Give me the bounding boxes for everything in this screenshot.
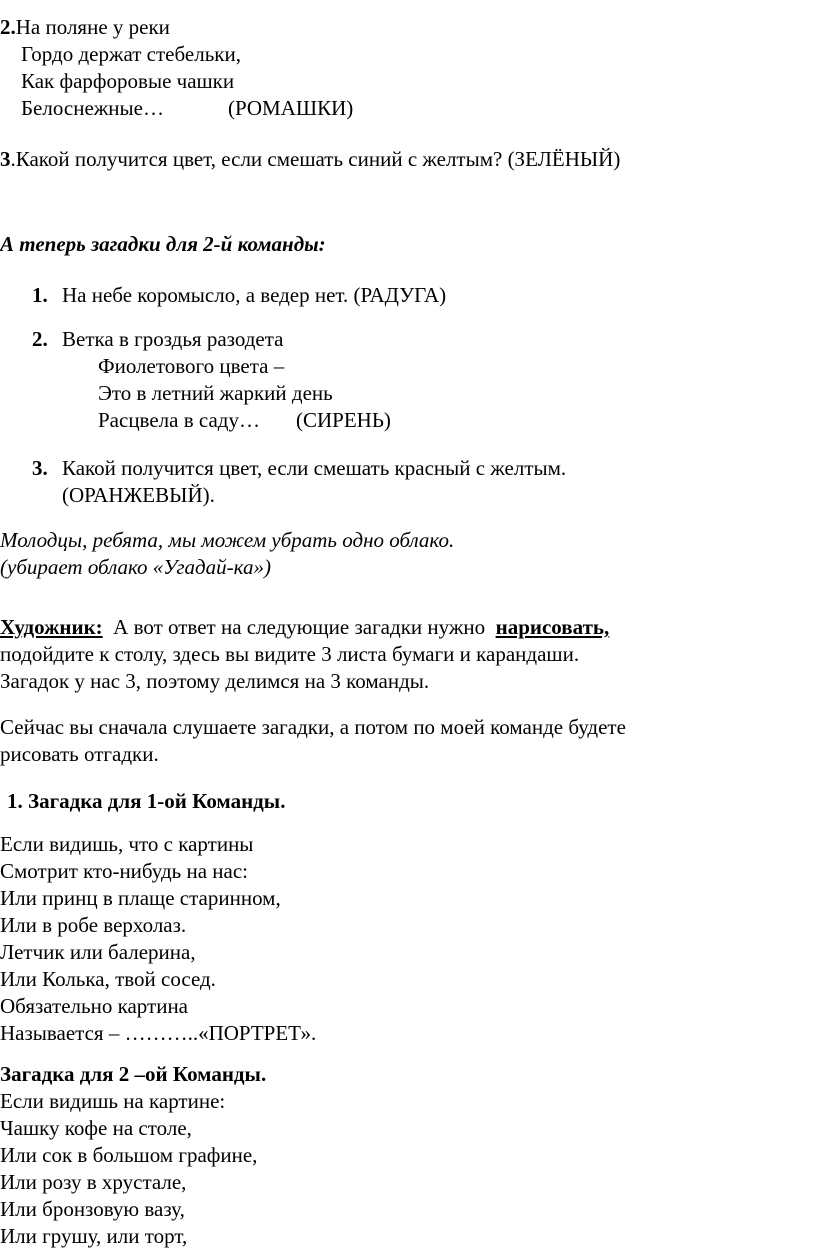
team-2-riddle-3	[32, 455, 566, 509]
artist-emphasis: нарисовать,	[495, 615, 610, 639]
artist-label: Художник:	[0, 615, 103, 639]
poem-1-line: Обязательно картина	[0, 994, 189, 1018]
instruction-line-1: Сейчас вы сначала слушаете загадки, а потом по моей команде будете	[0, 715, 626, 739]
poem-2-line: Если видишь на картине:	[0, 1089, 226, 1113]
artist-line-3: Загадок у нас 3, поэтому делимся на 3 команды.	[0, 669, 430, 693]
poem-2-line: Или розу в хрустале,	[0, 1170, 187, 1194]
team-2-riddle-2-line-2: Фиолетового цвета –	[98, 354, 285, 378]
riddle-2-line-2: Гордо держат стебельки,	[21, 42, 241, 66]
riddle-2-number: 2.	[0, 15, 16, 39]
team-2-heading: А теперь загадки для 2-й команды:	[0, 232, 326, 256]
team-2-riddle-2-answer: (СИРЕНЬ)	[295, 408, 391, 432]
team-2-riddle-3-line-1: Какой получится цвет, если смешать красный с желтым.	[62, 456, 567, 480]
poem-1-line: Если видишь, что с картины	[0, 832, 254, 856]
artist-text-1: А вот ответ на следующие загадки нужно	[113, 615, 486, 639]
poem-1-line: Летчик или балерина,	[0, 940, 196, 964]
team-2-riddle-3-number: 3.	[32, 456, 48, 480]
artist-line-2: подойдите к столу, здесь вы видите 3 листа бумаги и карандаши.	[0, 642, 580, 666]
riddle-2	[0, 14, 353, 122]
poem-1-line: Или в робе верхолаз.	[0, 913, 187, 937]
poem-1-line: Называется – ………..«ПОРТРЕТ».	[0, 1021, 317, 1045]
praise-line-1: Молодцы, ребята, мы можем убрать одно облако.	[0, 528, 455, 552]
team-2-riddle-heading: Загадка для 2 –ой Команды.	[0, 1062, 267, 1086]
riddle-3-number: 3	[0, 147, 11, 171]
riddle-3	[0, 146, 620, 173]
poem-2-line: Или бронзовую вазу,	[0, 1197, 185, 1221]
team-2-riddle-1-number: 1.	[32, 283, 48, 307]
team-2-riddle-2-line-4: Расцвела в саду…	[98, 408, 260, 432]
riddle-2-answer: (РОМАШКИ)	[227, 96, 354, 120]
portrait-poem	[0, 831, 316, 1047]
instruction-line-2: рисовать отгадки.	[0, 742, 159, 766]
team-2-riddle-1	[32, 282, 446, 309]
team-1-riddle-heading: 1. Загадка для 1-ой Команды.	[7, 789, 286, 813]
team-2-riddle-2-number: 2.	[32, 327, 48, 351]
team-2-riddle-2-line-3: Это в летний жаркий день	[98, 381, 333, 405]
praise-line-2: (убирает облако «Угадай-ка»)	[0, 555, 271, 579]
poem-1-line: Или Колька, твой сосед.	[0, 967, 216, 991]
poem-2-line: Или грушу, или торт,	[0, 1224, 188, 1248]
praise	[0, 527, 454, 581]
team-2-riddle-2-line-1: Ветка в гроздья разодета	[62, 327, 284, 351]
still-life-poem	[0, 1088, 257, 1250]
riddle-3-text: .Какой получится цвет, если смешать синий с желтым? (ЗЕЛЁНЫЙ)	[10, 147, 621, 171]
poem-2-line: Чашку кофе на столе,	[0, 1116, 192, 1140]
poem-1-line: Смотрит кто-нибудь на нас:	[0, 859, 249, 883]
poem-1-line: Или принц в плаще старинном,	[0, 886, 281, 910]
artist-speech	[0, 614, 609, 695]
riddle-2-line-3: Как фарфоровые чашки	[21, 69, 235, 93]
riddle-2-line-4: Белоснежные…	[21, 96, 164, 120]
team-2-riddle-1-text: На небе коромысло, а ведер нет. (РАДУГА)	[62, 283, 447, 307]
riddle-2-line-1: На поляне у реки	[15, 15, 170, 39]
team-2-riddle-3-line-2: (ОРАНЖЕВЫЙ).	[62, 483, 215, 507]
poem-2-line: Или сок в большом графине,	[0, 1143, 258, 1167]
team-2-riddle-2	[32, 326, 391, 434]
instruction	[0, 714, 626, 768]
